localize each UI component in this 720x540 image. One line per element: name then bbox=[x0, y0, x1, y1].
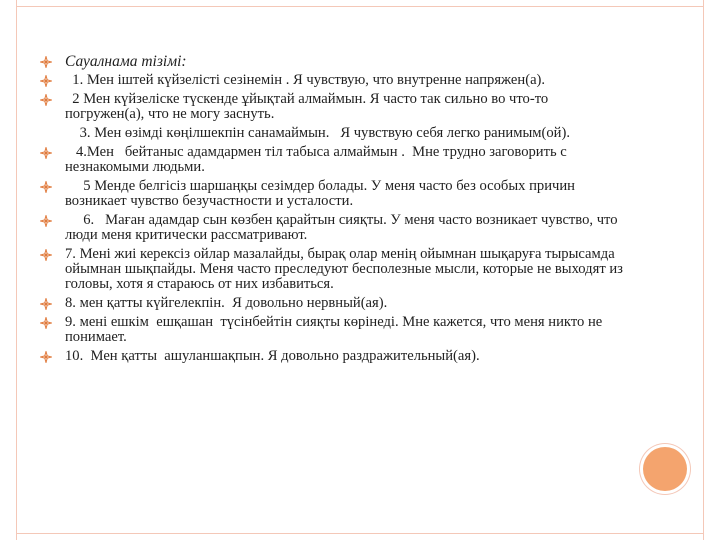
list-item bbox=[40, 73, 625, 88]
ornament-bullet-icon bbox=[40, 249, 52, 261]
frame-top-line bbox=[16, 6, 704, 7]
ornament-bullet-icon bbox=[40, 215, 52, 227]
ornament-bullet-icon bbox=[40, 56, 52, 68]
list-item bbox=[40, 247, 625, 292]
list-item-text: 3. Мен өзімді көңілшекпін санамаймын. Я чувствую себя легко ранимым(ой). bbox=[65, 125, 570, 141]
list-item bbox=[40, 296, 625, 311]
ornament-bullet-icon bbox=[40, 298, 52, 310]
list-item-text: 6. Маған адамдар сын көзбен қарайтын сияқты. У меня часто возникает чувство, что люди меня критически рассматривают. bbox=[65, 212, 622, 243]
questionnaire-list bbox=[40, 54, 625, 368]
list-item-text: 1. Мен іштей күйзелісті сезінемін . Я чувствую, что внутренне напряжен(а). bbox=[65, 72, 546, 88]
list-item bbox=[40, 213, 625, 243]
list-item-text: 5 Менде белгісіз шаршаңқы сезімдер болады. У меня часто без особых причин возникает чувство безучастности и усталости. bbox=[65, 178, 579, 209]
list-item-text: 10. Мен қатты ашуланшақпын. Я довольно раздражительный(ая). bbox=[65, 348, 480, 364]
list-item-text: 2 Мен күйзеліске түскенде ұйықтай алмаймын. Я часто так сильно во что-то погружен(а), что не могу заснуть. bbox=[65, 91, 552, 122]
list-item bbox=[40, 126, 625, 141]
ornament-bullet-icon bbox=[40, 317, 52, 329]
list-title: Сауалнама тізімі: bbox=[65, 53, 187, 70]
ornament-bullet-icon bbox=[40, 75, 52, 87]
list-item-text: 7. Мені жиі керексіз ойлар мазалайды, бырақ олар менің ойымнан шықаруға тырысамда ойымнан шықпайды. Меня часто преследуют бесполезные мысли, которые не выходят из головы, хотя я стараюсь от них избавиться. bbox=[65, 246, 627, 292]
list-item bbox=[40, 92, 625, 122]
list-item bbox=[40, 179, 625, 209]
list-item-text: 9. мені ешкім ешқашан түсінбейтін сияқты көрінеді. Мне кажется, что меня никто не понимает. bbox=[65, 314, 606, 345]
list-item bbox=[40, 315, 625, 345]
list-item bbox=[40, 54, 625, 69]
ornament-bullet-icon bbox=[40, 181, 52, 193]
list-item-text: 8. мен қатты күйгелекпін. Я довольно нервный(ая). bbox=[65, 295, 388, 311]
list-item bbox=[40, 145, 625, 175]
ornament-bullet-icon bbox=[40, 147, 52, 159]
list-item bbox=[40, 349, 625, 364]
ornament-bullet-icon bbox=[40, 94, 52, 106]
list-item-text: 4.Мен бейтаныс адамдармен тіл табыса алмаймын . Мне трудно заговорить с незнакомыми людьми. bbox=[65, 144, 571, 175]
frame-bottom-line bbox=[16, 533, 704, 534]
ornament-bullet-icon bbox=[40, 351, 52, 363]
decorative-circle bbox=[643, 447, 687, 491]
